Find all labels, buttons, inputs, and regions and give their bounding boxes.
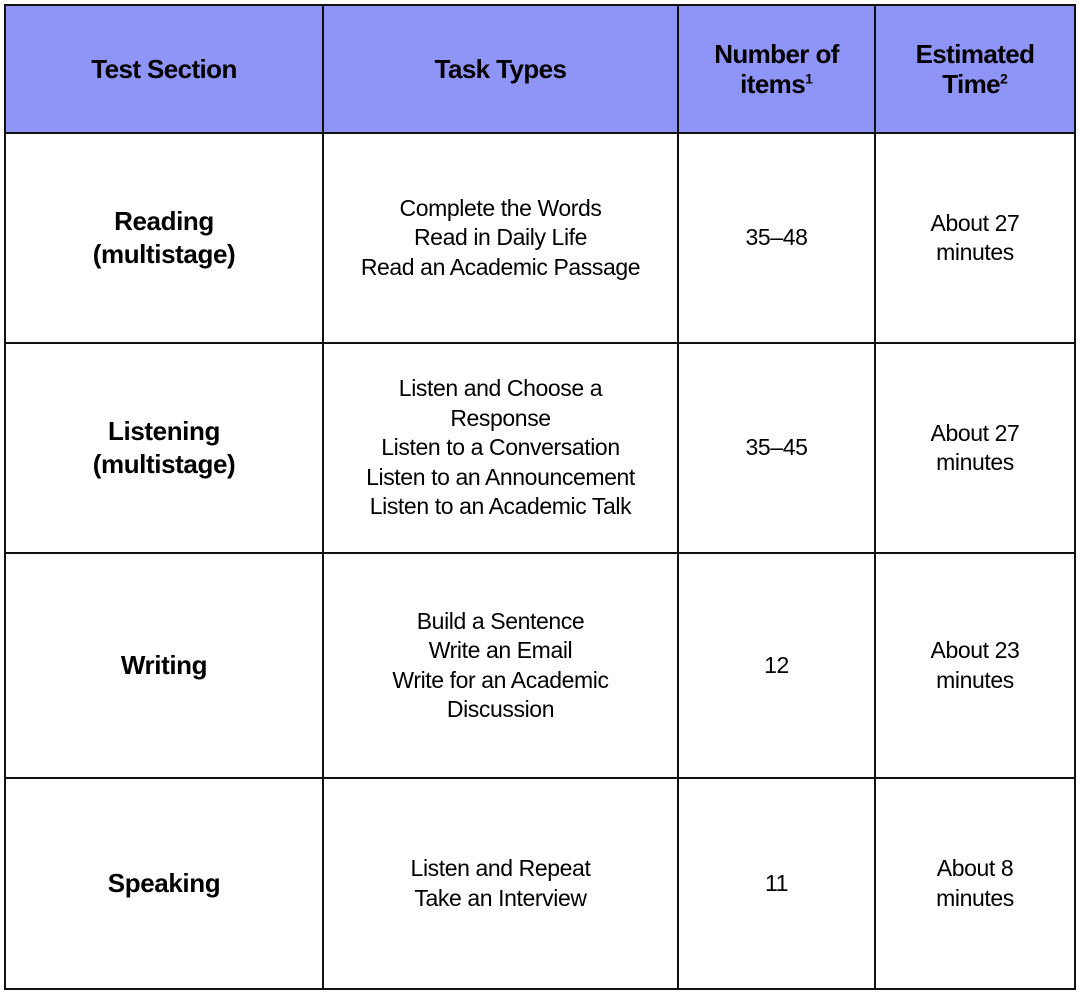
section-name: Speaking: [107, 868, 221, 898]
items-value: 35–48: [745, 224, 808, 251]
table-row-speaking: [5, 778, 1075, 989]
items-cell-reading: [678, 133, 875, 343]
header-estimated-time: [875, 5, 1075, 133]
time-unit: minutes: [936, 449, 1014, 475]
time-unit: minutes: [936, 666, 1014, 693]
section-cell-writing: [5, 553, 323, 778]
footnote-marker-2: 2: [1000, 70, 1008, 87]
items-cell-writing: [678, 553, 875, 778]
header-test-section: [5, 5, 323, 133]
task-type-item: Listen to an Academic Talk: [369, 493, 632, 520]
section-cell-reading: [5, 133, 323, 343]
task-type-item: Listen and Repeat: [410, 855, 591, 881]
task-type-item: Listen and Choose a: [398, 375, 603, 402]
time-cell-writing: [875, 553, 1075, 778]
items-value: 11: [764, 869, 789, 896]
time-cell-speaking: [875, 778, 1075, 989]
task-type-item: Write for an Academic: [392, 666, 609, 693]
items-value: 35–45: [745, 434, 808, 461]
section-name: Listening: [108, 416, 220, 446]
section-name: Reading: [114, 206, 214, 236]
items-value: 12: [764, 651, 789, 678]
footnote-marker-1: 1: [805, 70, 813, 87]
task-type-item: Read in Daily Life: [413, 224, 588, 251]
task-type-item: Read an Academic Passage: [360, 253, 641, 280]
items-cell-listening: [678, 343, 875, 553]
section-qualifier: (multistage): [92, 239, 236, 269]
time-cell-listening: [875, 343, 1075, 553]
header-number-of-items-label: Number of items: [714, 39, 839, 99]
test-structure-table: [4, 4, 1076, 990]
task-type-item: Listen to an Announcement: [366, 463, 635, 490]
section-cell-listening: [5, 343, 323, 553]
time-value: About 8: [936, 855, 1014, 881]
header-test-section-label: Test Section: [91, 54, 237, 84]
time-unit: minutes: [936, 884, 1014, 911]
header-number-of-items: [678, 5, 875, 133]
table-row-reading: [5, 133, 1075, 343]
header-task-types: [323, 5, 678, 133]
time-unit: minutes: [936, 239, 1014, 265]
task-types-cell-listening: [323, 343, 678, 553]
header-estimated-time-label: Estimated Time: [915, 39, 1035, 99]
table-row-listening: [5, 343, 1075, 553]
task-type-item: Write an Email: [428, 637, 573, 663]
task-type-item: Take an Interview: [414, 884, 587, 911]
task-types-cell-speaking: [323, 778, 678, 989]
task-type-item: Complete the Words: [399, 194, 602, 221]
task-type-item: Listen to a Conversation: [381, 434, 620, 461]
time-value: About 23: [930, 637, 1020, 663]
items-cell-speaking: [678, 778, 875, 989]
task-type-item: Build a Sentence: [416, 607, 585, 634]
section-qualifier: (multistage): [92, 449, 236, 479]
header-row: [5, 5, 1075, 133]
time-cell-reading: [875, 133, 1075, 343]
section-name: Writing: [120, 650, 208, 680]
header-task-types-label: Task Types: [434, 54, 567, 84]
table-row-writing: [5, 553, 1075, 778]
task-type-item: Discussion: [446, 696, 555, 722]
time-value: About 27: [930, 419, 1020, 446]
task-type-item: Response: [450, 404, 551, 431]
task-types-cell-reading: [323, 133, 678, 343]
section-cell-speaking: [5, 778, 323, 989]
time-value: About 27: [930, 209, 1020, 236]
test-structure-table-wrapper: [4, 4, 1074, 988]
task-types-cell-writing: [323, 553, 678, 778]
